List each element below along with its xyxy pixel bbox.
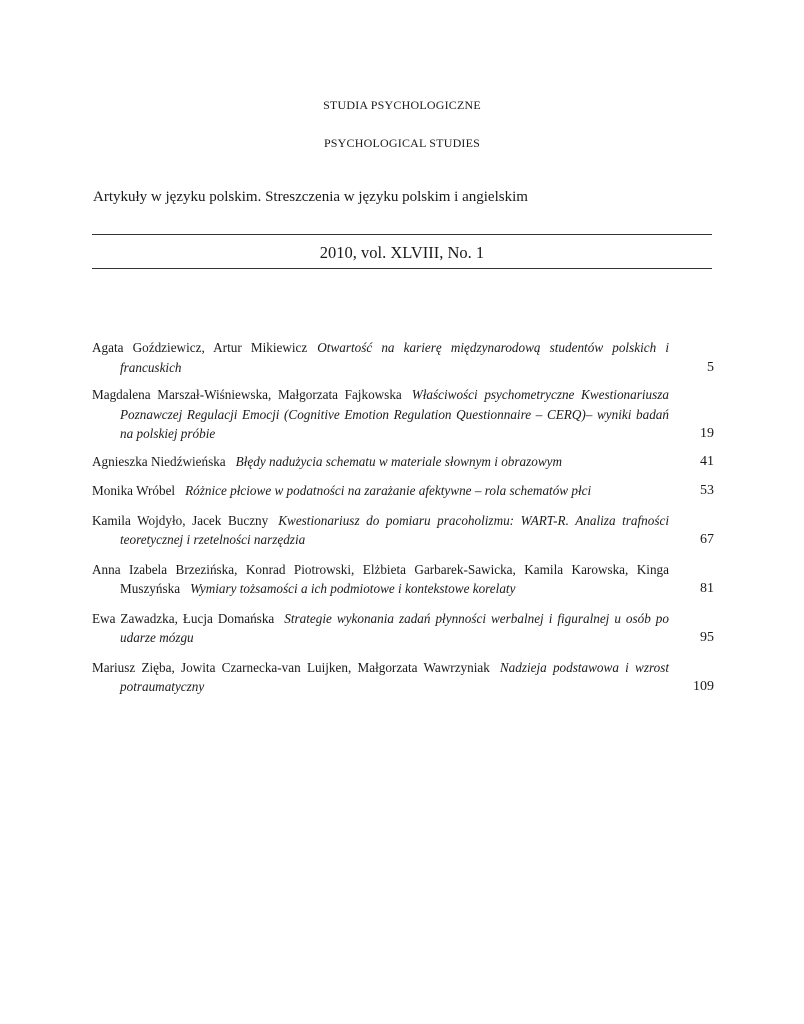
entry-title[interactable]: Kwestionariusz do pomiaru pracoholizmu: WART-R. Analiza trafności teoretycznej i rzetelności narzędzia xyxy=(120,512,669,547)
entry-authors: Agnieszka Niedźwieńska xyxy=(92,453,226,469)
toc-entry[interactable] xyxy=(92,338,714,377)
entry-authors: Anna Izabela Brzezińska, Konrad Piotrowski, Elżbieta Garbarek-Sawicka, Kamila Karowska, Kinga Muszyńska xyxy=(92,561,669,596)
entry-page-number: 41 xyxy=(700,453,714,469)
entry-page-number: 67 xyxy=(700,532,714,547)
issue-line: 2010, vol. XLVIII, No. 1 xyxy=(319,243,485,262)
toc-entry[interactable] xyxy=(92,481,714,501)
entry-title[interactable]: Różnice płciowe w podatności na zarażanie afektywne – rola schematów płci xyxy=(185,483,592,498)
entry-authors: Mariusz Zięba, Jowita Czarnecka-van Luijken, Małgorzata Wawrzyniak xyxy=(92,659,490,675)
entry-authors: Ewa Zawadzka, Łucja Domańska xyxy=(92,610,275,626)
journal-title-pl: STUDIA PSYCHOLOGICZNE xyxy=(323,98,481,112)
top-rule xyxy=(92,234,712,235)
entry-page-number: 109 xyxy=(693,679,714,694)
entry-page-number: 81 xyxy=(700,581,714,596)
toc-entry[interactable] xyxy=(92,658,714,697)
entry-page-number: 5 xyxy=(707,359,714,375)
table-of-contents xyxy=(92,338,714,707)
toc-entry[interactable] xyxy=(92,452,714,472)
language-note: Artykuły w języku polskim. Streszczenia w języku polskim i angielskim xyxy=(93,189,528,205)
entry-title[interactable]: Nadzieja podstawowa i wzrost potraumatyczny xyxy=(120,659,669,694)
entry-authors: Agata Goździewicz, Artur Mikiewicz xyxy=(92,340,308,355)
entry-title[interactable]: Błędy nadużycia schematu w materiale słownym i obrazowym xyxy=(235,453,563,469)
entry-authors: Kamila Wojdyło, Jacek Buczny xyxy=(92,512,269,528)
journal-title-en: PSYCHOLOGICAL STUDIES xyxy=(323,136,481,150)
toc-entry[interactable] xyxy=(92,560,714,599)
toc-entry[interactable] xyxy=(92,609,714,648)
entry-authors: Magdalena Marszał-Wiśniewska, Małgorzata Fajkowska xyxy=(92,387,402,402)
entry-page-number: 19 xyxy=(700,426,714,441)
entry-title[interactable]: Wymiary tożsamości a ich podmiotowe i kontekstowe korelaty xyxy=(190,581,516,596)
entry-title[interactable]: Strategie wykonania zadań płynności werbalnej i figuralnej u osób po udarze mózgu xyxy=(120,610,669,645)
entry-title[interactable]: Otwartość na karierę międzynarodową studentów polskich i francuskich xyxy=(120,340,669,375)
bottom-rule xyxy=(92,268,712,269)
toc-entry[interactable] xyxy=(92,511,714,550)
entry-title[interactable]: Właściwości psychometryczne Kwestionariusza Poznawczej Regulacji Emocji (Cognitive Emotion Regulation Questionnaire – CERQ)– wyniki badań na polskiej próbie xyxy=(120,387,669,441)
entry-page-number: 95 xyxy=(700,630,714,645)
entry-authors: Monika Wróbel xyxy=(92,483,176,498)
toc-entry[interactable] xyxy=(92,385,714,444)
entry-page-number: 53 xyxy=(700,483,714,498)
